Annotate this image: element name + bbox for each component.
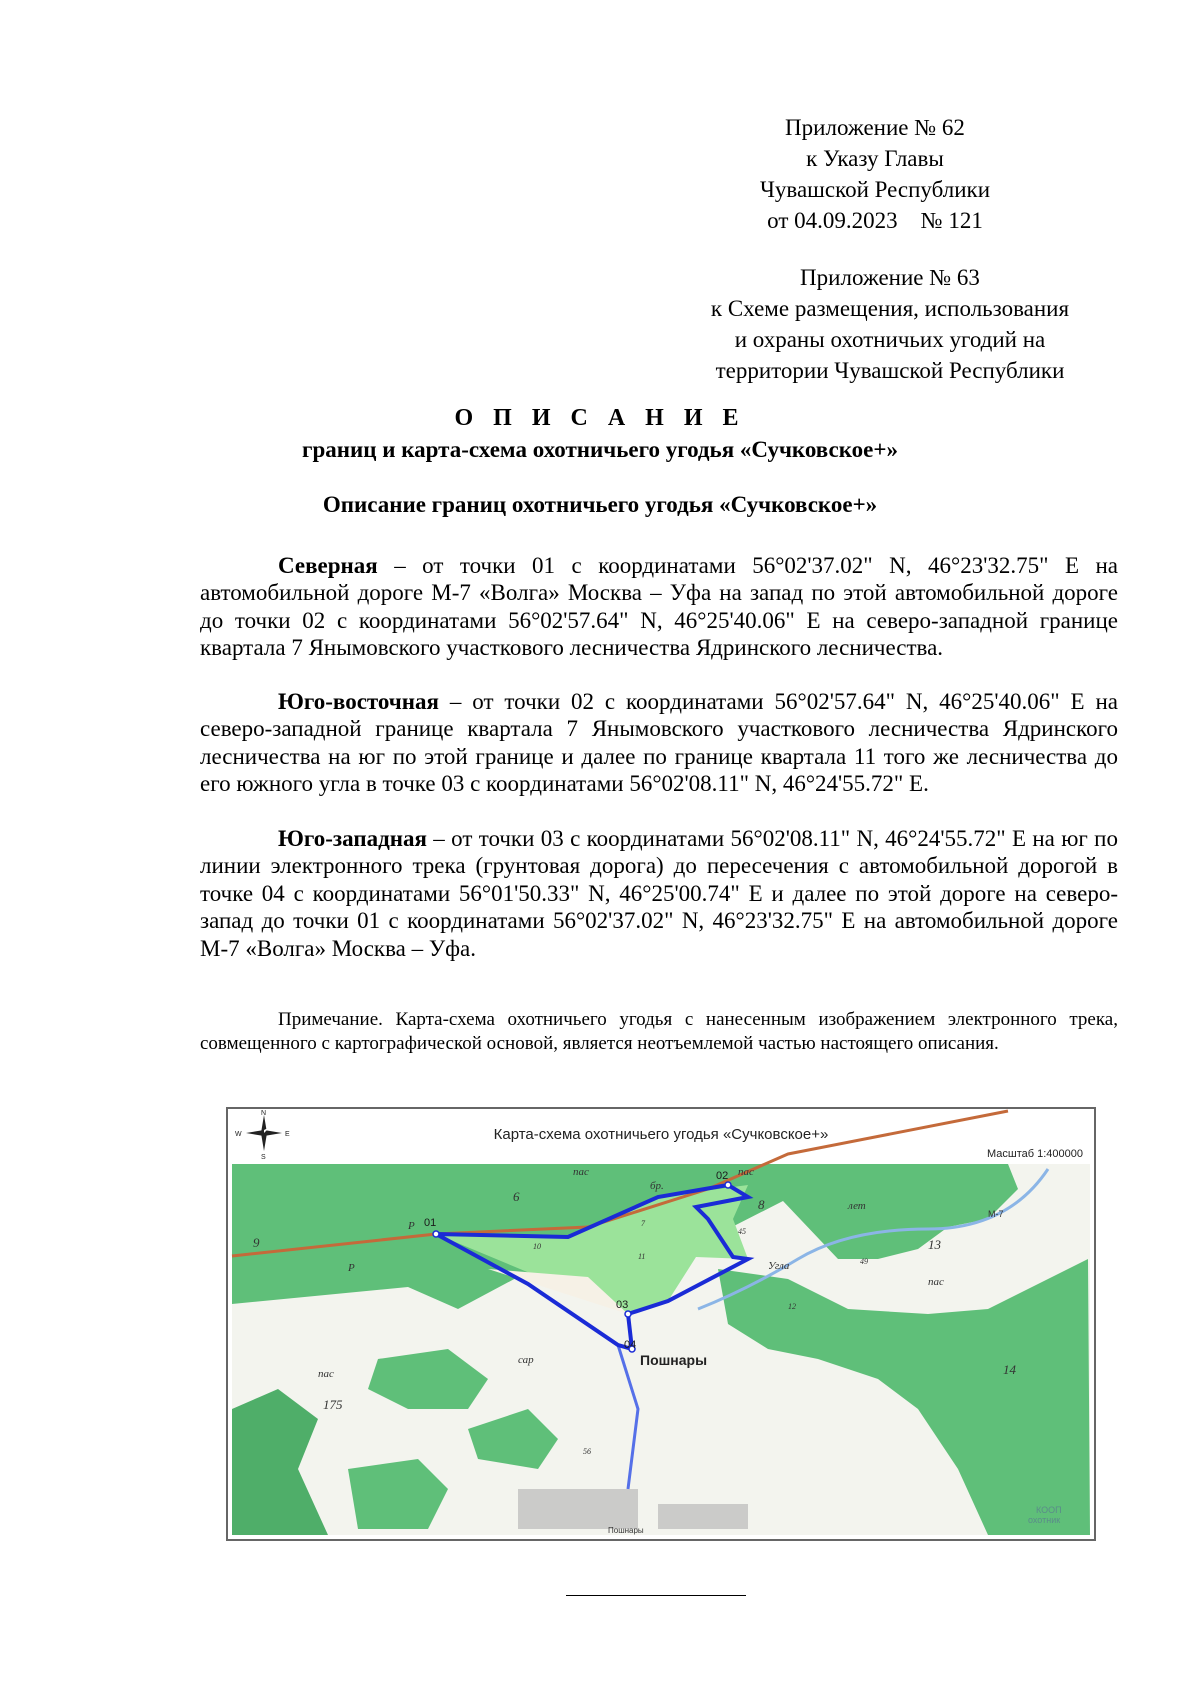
boundary-point-label: 02: [716, 1170, 729, 1182]
appendix-62-line: Приложение № 62: [785, 115, 965, 140]
compass-s: S: [261, 1154, 266, 1161]
paragraph-label: Юго-западная: [278, 826, 427, 851]
quarter-number: 9: [253, 1235, 260, 1250]
paragraph-label: Юго-восточная: [278, 689, 439, 714]
quarter-number: 11: [638, 1252, 646, 1261]
paragraph-text: – от точки 01 с координатами 56°02'37.02" N, 46°23'32.75" E на автомобильной дороге М-7 «Волга» Москва – Уфа на запад по этой автомобильной дороге до точки 02 с координатами 56°02'57.64" N, 46°25'40.06" E на северо-западной границе квартала 7 Янымовского участкового лесничества Ядринского лесничества.: [200, 553, 1118, 661]
compass-w: W: [235, 1131, 242, 1138]
quarter-number: 10: [533, 1242, 541, 1251]
appendix-62-block: [730, 112, 1020, 236]
road-label: М-7: [988, 1209, 1004, 1219]
appendix-63-line: и охраны охотничьих угодий на: [734, 327, 1046, 352]
map-svg: [228, 1109, 1094, 1539]
village-area: [658, 1504, 748, 1529]
map-scale: Масштаб 1:400000: [987, 1148, 1083, 1160]
document-subtitle: границ и карта-схема охотничьего угодья «Сучковское+»: [302, 437, 898, 462]
map-figure: [226, 1107, 1096, 1541]
document-title: О П И С А Н И Е: [454, 405, 746, 431]
paragraph-label: Северная: [278, 553, 378, 578]
map-label: пас: [573, 1166, 589, 1178]
watermark-line: охотник: [1028, 1515, 1061, 1525]
appendix-63-line: Приложение № 63: [800, 265, 980, 290]
paragraph-southeast: [200, 688, 1118, 798]
map-label: пас: [928, 1276, 944, 1288]
appendix-63-line: к Схеме размещения, использования: [710, 296, 1070, 321]
map-label: Р: [348, 1262, 355, 1274]
village-label: Пошнары: [640, 1352, 708, 1368]
quarter-number: 45: [738, 1227, 746, 1236]
quarter-number: 12: [788, 1302, 796, 1311]
map-title: Карта-схема охотничьего угодья «Сучковское+»: [493, 1126, 829, 1143]
map-area: [232, 1111, 1090, 1535]
boundary-point-label: 03: [616, 1299, 629, 1311]
watermark-line: КООП: [1036, 1505, 1062, 1515]
map-label: Угла: [768, 1260, 790, 1272]
quarter-number: 49: [860, 1257, 868, 1266]
compass-n: N: [261, 1110, 267, 1117]
map-label: Р: [408, 1220, 415, 1232]
note: Примечание. Карта-схема охотничьего угодья с нанесенным изображением электронного трека, совмещенного с картографической основой, является неотъемлемой частью настоящего описания.: [200, 1009, 1118, 1054]
quarter-number: 8: [758, 1197, 765, 1212]
compass-e: E: [285, 1131, 290, 1138]
appendix-63-line: территории Чувашской Республики: [715, 358, 1065, 383]
paragraph-north: [200, 552, 1118, 662]
map-label: бр.: [650, 1180, 664, 1192]
quarter-number: 175: [323, 1397, 343, 1412]
map-label: сар: [518, 1354, 534, 1366]
quarter-number: 7: [641, 1219, 645, 1228]
map-label: пас: [738, 1166, 754, 1178]
village-label-small: Пошнары: [608, 1526, 644, 1535]
paragraph-southwest: [200, 825, 1118, 962]
boundary-point-label: 04: [624, 1339, 637, 1351]
map-label: пас: [318, 1368, 334, 1380]
quarter-number: 6: [513, 1189, 520, 1204]
boundary-point-marker: [625, 1311, 631, 1317]
boundary-point-label: 01: [424, 1217, 437, 1229]
appendix-62-line: Чувашской Республики: [759, 177, 991, 202]
boundary-point-marker: [725, 1182, 731, 1188]
map-label: лет: [848, 1200, 866, 1212]
appendix-62-line: к Указу Главы: [806, 146, 944, 171]
boundary-point-marker: [433, 1231, 439, 1237]
quarter-number: 56: [583, 1447, 591, 1456]
appendix-62-line: от 04.09.2023 № 121: [767, 208, 983, 233]
quarter-number: 13: [928, 1237, 941, 1252]
quarter-number: 14: [1003, 1362, 1016, 1377]
bottom-separator: [566, 1595, 746, 1596]
appendix-63-block: [680, 262, 1100, 386]
village-area: [518, 1489, 638, 1529]
paragraph-text: – от точки 02 с координатами 56°02'57.64" N, 46°25'40.06" E на северо-западной границе квартала 7 Янымовского участкового лесничества Ядринского лесничества на юг по этой границе и далее по границе квартала 11 того же лесничества до его южного угла в точке 03 с координатами 56°02'08.11" N, 46°24'55.72" E.: [200, 689, 1118, 797]
paragraph-text: – от точки 03 с координатами 56°02'08.11" N, 46°24'55.72" E на юг по линии электронного трека (грунтовая дорога) до пересечения с автомобильной дорогой в точке 04 с координатами 56°01'50.33" N, 46°25'00.74" E и далее по этой дороге на северо-запад до точки 01 с координатами 56°02'37.02" N, 46°23'32.75" E на автомобильной дороге М-7 «Волга» Москва – Уфа.: [200, 826, 1118, 961]
section-heading: Описание границ охотничьего угодья «Сучковское+»: [322, 492, 878, 517]
